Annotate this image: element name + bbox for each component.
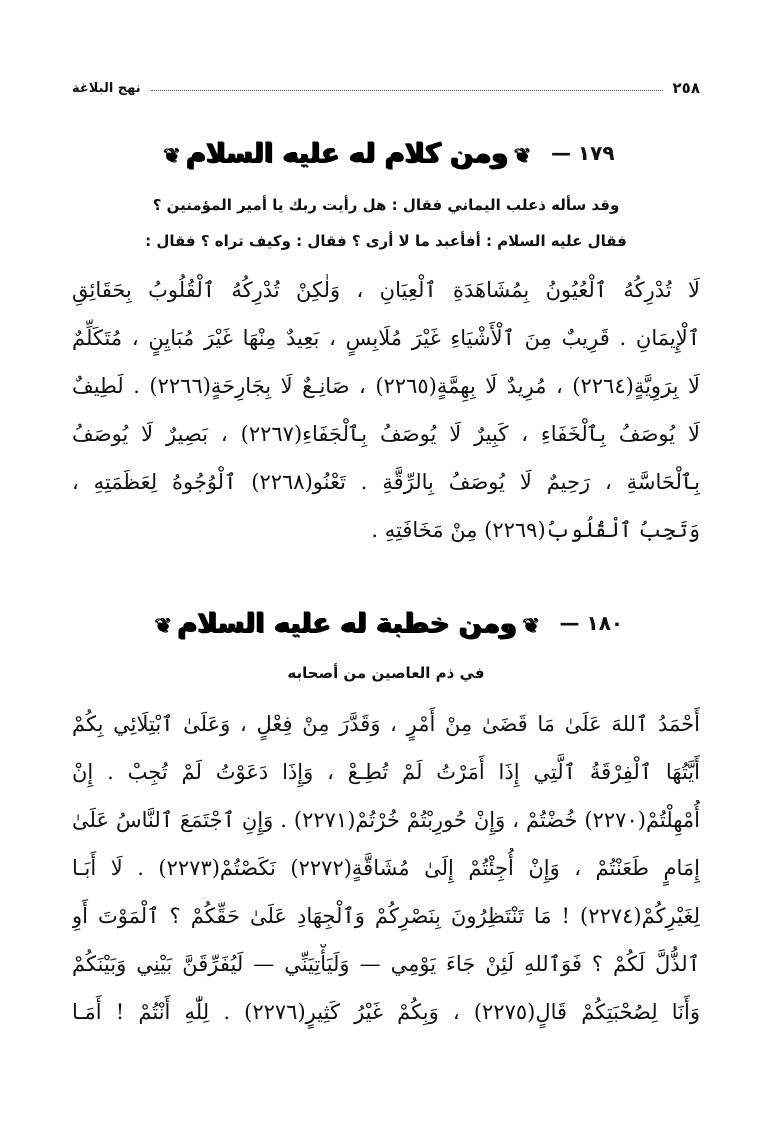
section-180-text-line: أَيَّتُهَا ٱلْفِرْقَةُ ٱلَّتِي إِذَا أَمَرْتُ لَمْ تُطِـعْ ، وَإِذَا دَعَوْتُ لَمْ تُجِبْ . إِنْ [72, 760, 700, 784]
section-180-heading [72, 598, 700, 648]
section-179-title: ❦ ومن كلام له عليه السلام ❦ [157, 138, 536, 169]
page-header [72, 74, 700, 102]
header-dotted-rule [151, 90, 663, 91]
page-number: ٢٥٨ [672, 79, 700, 97]
section-180-text-line: إِمَامٍ طَعَنْتُمْ ، وَإِنْ أُجِئْتُمْ إِلَىٰ مُشَاقَّةٍ(٢٢٧٢) نَكَصْتُمْ(٢٢٧٣) . لَا أَبَـا [72, 856, 700, 880]
section-179-number: ١٧٩ — [550, 141, 615, 165]
section-180-text-line: أَحْمَدُ ٱللهَ عَلَىٰ مَا قَضَىٰ مِنْ أَمْرٍ ، وَقَدَّرَ مِنْ فِعْلٍ ، وَعَلَىٰ ٱبْتِلَائِي بِكُمْ [72, 712, 700, 736]
section-179-text-line: بِٱلْحَاسَّةِ ، رَحِيمٌ لَا يُوصَفُ بِالرِّقَّةِ . تَعْنُو(٢٢٦٨) ٱلْوُجُوهُ لِعَظَمَتِهِ ، [72, 470, 700, 494]
section-179-text-line: لَا يُوصَفُ بِٱلْخَفَاءِ ، كَبِيرٌ لَا يُوصَفُ بِٱلْجَفَاءِ(٢٢٦٧) ، بَصِيرٌ لَا يُوصَفُ [72, 422, 700, 446]
section-179-text-line: ٱلْإِيمَانِ . قَرِيبٌ مِنَ ٱلْأَشْيَاءِ غَيْرَ مُلَابِسٍ ، بَعِيدٌ مِنْهَا غَيْرَ مُبَايِنٍ ، مُتَكَلِّمٌ [72, 326, 700, 350]
section-180-text-line: لِغَيْرِكُمْ(٢٢٧٤) ! مَا تَنْتَظِرُونَ بِنَصْرِكُمْ وَٱلْجِهَادِ عَلَىٰ حَقِّكُمْ ؟ ٱلْمَوْتَ أَوِ [72, 904, 700, 928]
section-180-title: ❦ ومن خطبة له عليه السلام ❦ [149, 608, 546, 639]
section-180-intro: في ذم العاصين من أصحابه [287, 664, 485, 682]
section-179-intro-2: فقال عليه السلام : أفأعبد ما لا أرى ؟ فقال : وكيف تراه ؟ فقال : [145, 232, 627, 250]
section-180-number: ١٨٠ — [559, 611, 624, 635]
section-180-text-line: ٱلذُّلَّ لَكُمْ ؟ فَوَٱللهِ لَئِنْ جَاءَ يَوْمِي — وَلَيَأْتِيَنِّي — لَيُفَرِّقَنَّ بَيْنِي وَبَيْنَكُمْ [72, 952, 700, 976]
section-179-text-line: لَا بِرَوِيَّةٍ(٢٢٦٤) ، مُرِيدٌ لَا بِهِمَّةٍ(٢٢٦٥) ، صَانِـعٌ لَا بِجَارِحَةٍ(٢٢٦٦) . لَطِيفٌ [72, 374, 700, 398]
section-179-heading [72, 128, 700, 178]
section-180-text-line: وَأَنَا لِصُحْبَتِكُمْ قَالٍ(٢٢٧٥) ، وَبِكُمْ غَيْرُ كَثِيرٍ(٢٢٧٦) . لِلّٰهِ أَنْتُمْ ! أَمَـا [72, 1000, 700, 1024]
running-book-title: نهج البلاغة [72, 80, 141, 96]
section-179-text-line: وَتَجِبُ ٱلْقُلُوبُ(٢٢٦٩) مِنْ مَخَافَتِهِ . [371, 518, 700, 542]
section-179-intro-1: وقد سأله ذعلب اليماني فقال : هل رأيت ربك يا أمير المؤمنين ؟ [152, 196, 620, 214]
section-179-text-line: لَا تُدْرِكُهُ ٱلْعُيُونُ بِمُشَاهَدَةِ ٱلْعِيَانِ ، وَلٰكِنْ تُدْرِكُهُ ٱلْقُلُوبُ بِحَقَائِقِ [72, 278, 700, 302]
section-180-text-line: أُمْهِلْتُمْ(٢٢٧٠) خُضْتُمْ ، وَإِنْ حُورِبْتُمْ خُرْتُمْ(٢٢٧١) . وَإِنِ ٱجْتَمَعَ ٱلنَّاسُ عَلَىٰ [72, 808, 700, 832]
